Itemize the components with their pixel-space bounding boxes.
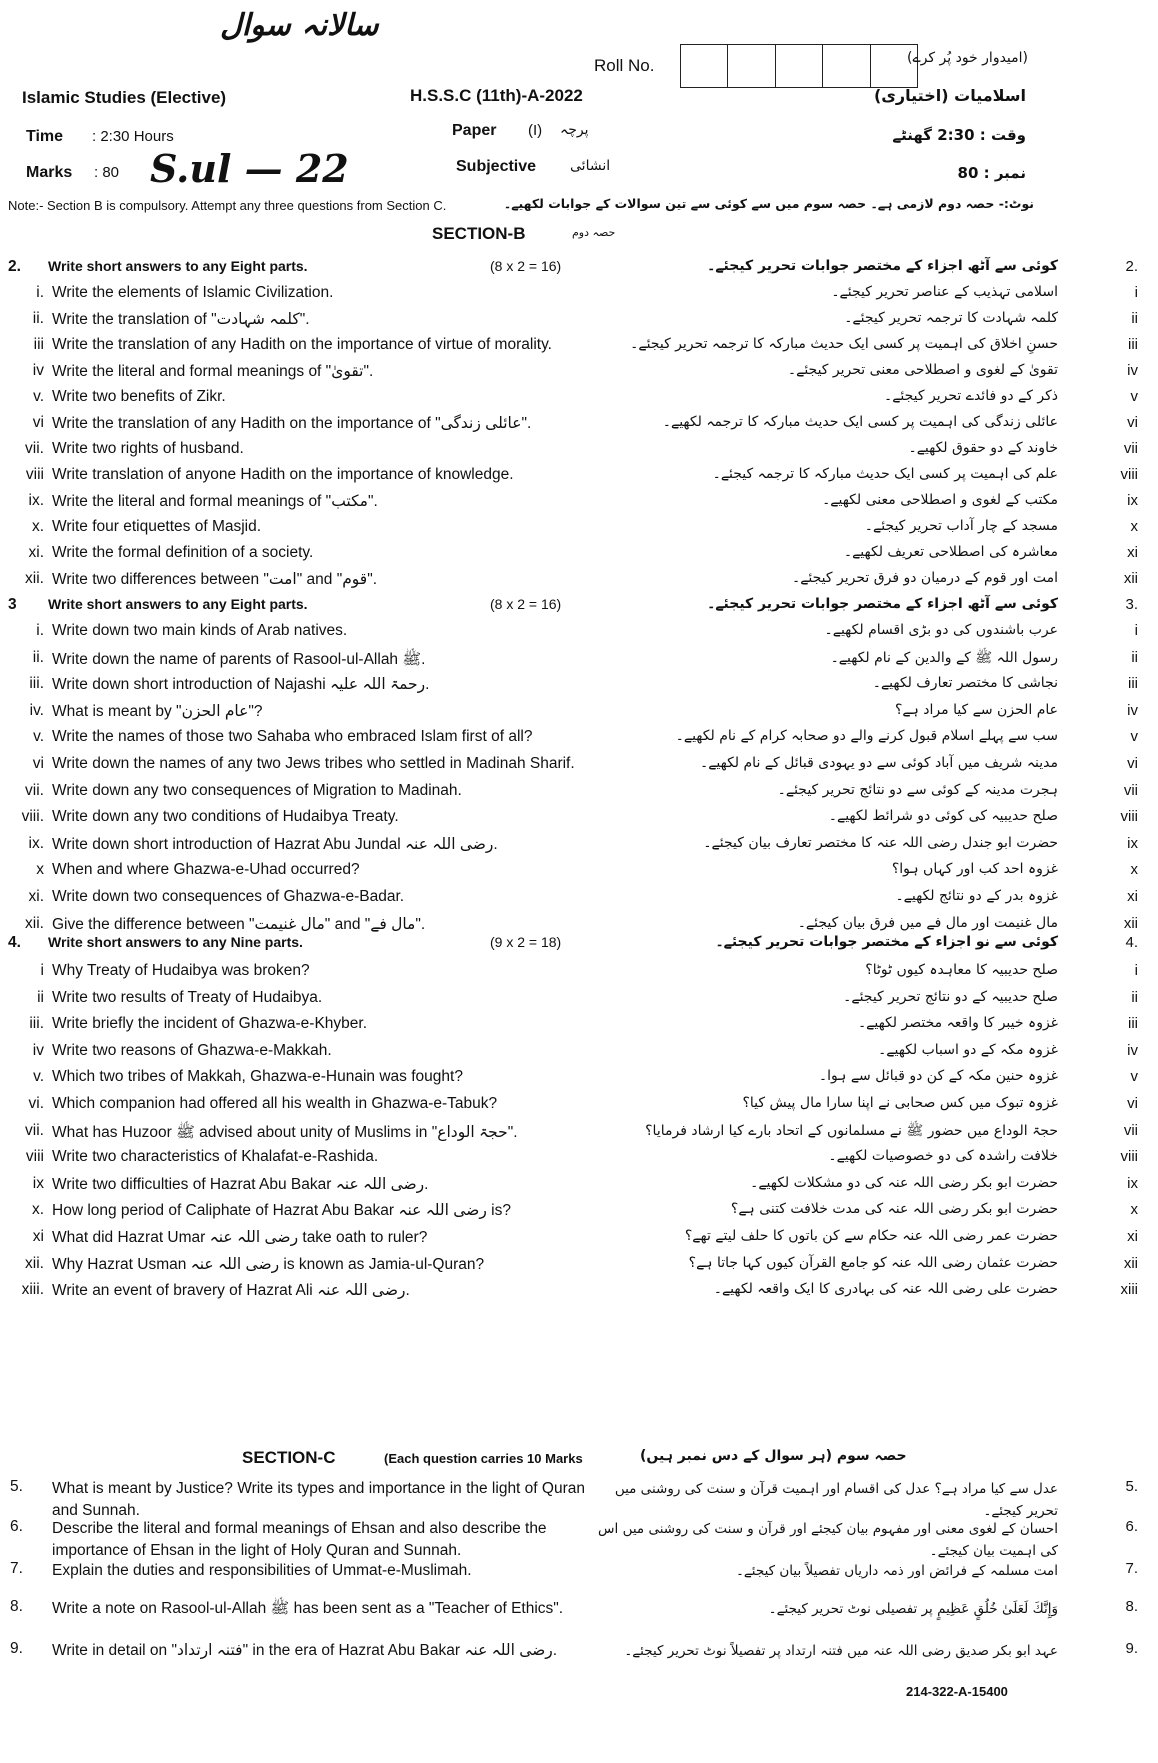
- subjective-urdu: انشائی: [570, 158, 611, 174]
- part-number: i: [40, 962, 44, 979]
- part-number: vi: [32, 414, 44, 431]
- question-marks: (9 x 2 = 18): [490, 934, 562, 950]
- q2-part: [0, 518, 1158, 546]
- part-text-urdu: مال غنیمت اور مال فے میں فرق بیان کیجئے۔: [797, 914, 1058, 931]
- part-text: Write translation of anyone Hadith on the importance of knowledge.: [52, 466, 514, 483]
- q3-header: [0, 596, 1158, 624]
- part-text-urdu: ذکر کے دو فائدے تحریر کیجئے۔: [884, 388, 1058, 404]
- part-text-urdu: امت مسلمہ کے فرائض اور ذمہ داریاں تفصیلاً بیان کیجئے۔: [735, 1563, 1058, 1579]
- part-text: Write the names of those two Sahaba who embraced Islam first of all?: [52, 728, 533, 746]
- q3-part: [0, 782, 1158, 810]
- part-text-urdu: ہجرت مدینہ کے کوئی سے دو نتائج تحریر کیجئے۔: [777, 781, 1058, 798]
- part-number: 6.: [10, 1518, 23, 1535]
- part-number: xii.: [25, 570, 44, 587]
- roll-label: Roll No.: [594, 56, 655, 75]
- q3-part: [0, 888, 1158, 916]
- part-number: v.: [33, 388, 44, 405]
- q4-part: [0, 1015, 1158, 1043]
- part-number-urdu: x: [1130, 861, 1138, 879]
- part-number: ix.: [28, 834, 44, 852]
- question-number: 2.: [8, 258, 21, 275]
- part-text-urdu: عائلی زندگی کی اہمیت پر کسی ایک حدیث مبارکہ کا ترجمہ لکھیے۔: [662, 414, 1058, 430]
- question-marks: (8 x 2 = 16): [490, 596, 562, 612]
- q4-part: [0, 1122, 1158, 1150]
- part-number: ii.: [32, 310, 44, 327]
- part-text-urdu: عام الحزن سے کیا مراد ہے؟: [894, 701, 1058, 718]
- part-text-urdu: عرب باشندوں کی دو بڑی اقسام لکھیے۔: [824, 622, 1058, 638]
- part-text-urdu: غزوہ مکہ کے دو اسباب لکھیے۔: [878, 1041, 1058, 1058]
- part-text: Write down two main kinds of Arab natives.: [52, 622, 348, 639]
- part-number: xiii.: [21, 1281, 44, 1299]
- part-text-urdu: کلمہ شہادت کا ترجمہ تحریر کیجئے۔: [844, 310, 1058, 326]
- part-number: x: [36, 861, 44, 879]
- part-number-urdu: 5.: [1125, 1478, 1138, 1495]
- part-number: vii.: [25, 440, 44, 457]
- part-text: Write two characteristics of Khalafat-e-Rashida.: [52, 1148, 379, 1166]
- q3-part: [0, 649, 1158, 677]
- q3-part: [0, 622, 1158, 650]
- part-number-urdu: xi: [1127, 1228, 1138, 1245]
- q4-part: [0, 1148, 1158, 1176]
- q2-part: [0, 570, 1158, 598]
- section-c-question: [0, 1598, 1158, 1642]
- part-text-urdu: مدینہ شریف میں آباد کوئی سے دو یہودی قبائل کے نام لکھیے۔: [699, 755, 1058, 771]
- q2-part: [0, 492, 1158, 520]
- q4-header: [0, 934, 1158, 962]
- part-number-urdu: ix: [1127, 834, 1138, 852]
- section-c-question: [0, 1640, 1158, 1684]
- part-text: Write down any two conditions of Hudaibya Treaty.: [52, 808, 399, 826]
- q4-part: [0, 1042, 1158, 1070]
- handwritten-marks: S.ul — 22: [150, 146, 349, 191]
- q2-part: [0, 284, 1158, 312]
- part-text-urdu: اسلامی تہذیب کے عناصر تحریر کیجئے۔: [831, 284, 1058, 300]
- part-text-urdu: خاوند کے دو حقوق لکھیے۔: [908, 440, 1058, 456]
- part-number: 8.: [10, 1598, 23, 1615]
- q2-part: [0, 310, 1158, 338]
- note-english: Note:- Section B is compulsory. Attempt any three questions from Section C.: [8, 198, 447, 213]
- part-text-urdu: غزوہ بدر کے دو نتائج لکھیے۔: [895, 888, 1058, 904]
- part-text-urdu: رسول اللہ ﷺ کے والدین کے نام لکھیے۔: [830, 649, 1058, 666]
- section-b-title: SECTION-B: [432, 224, 526, 243]
- q2-part: [0, 414, 1158, 442]
- question-instruction: Write short answers to any Eight parts.: [48, 258, 308, 274]
- handwritten-title: سالانہ سوال: [220, 8, 379, 43]
- q4-part: [0, 1255, 1158, 1283]
- section-c-question: [0, 1478, 1158, 1522]
- roll-number-boxes[interactable]: [680, 44, 918, 88]
- time-label: Time: [26, 128, 64, 145]
- part-text-urdu: علم کی اہمیت پر کسی ایک حدیث مبارکہ کا ترجمہ کیجئے۔: [712, 466, 1058, 482]
- part-number-urdu: viii: [1120, 1148, 1138, 1166]
- part-number: iii.: [29, 1015, 44, 1033]
- part-text: Write the elements of Islamic Civilization.: [52, 284, 334, 301]
- part-text-urdu: وَإِنَّكَ لَعَلَىٰ خُلُقٍ عَظِيمٍ پر تفصیلی نوٹ تحریر کیجئے۔: [768, 1601, 1058, 1617]
- section-c-note: (Each question carries 10 Marks: [384, 1451, 583, 1466]
- part-number: viii: [25, 466, 44, 483]
- part-number: xii.: [25, 914, 44, 932]
- question-instruction: Write short answers to any Nine parts.: [48, 934, 303, 950]
- part-number: i.: [36, 622, 44, 639]
- part-text: Why Treaty of Hudaibya was broken?: [52, 962, 310, 979]
- time-urdu: وقت : 2:30 گھنٹے: [892, 126, 1026, 144]
- q4-part: [0, 962, 1158, 990]
- paper-urdu: پرچہ: [560, 122, 589, 138]
- part-number-urdu: v: [1130, 388, 1138, 405]
- question-number: 4.: [8, 934, 21, 951]
- part-text: Write the literal and formal meanings of "مکتب".: [52, 493, 378, 510]
- part-text-urdu: حضرت ابو بکر رضی اللہ عنہ کی دو مشکلات لکھیے۔: [750, 1174, 1058, 1191]
- part-number-urdu: i: [1134, 962, 1138, 979]
- q3-part: [0, 808, 1158, 836]
- q2-header: [0, 258, 1158, 286]
- part-number: x.: [31, 1201, 44, 1219]
- part-number: ii.: [32, 648, 44, 666]
- section-b-urdu: حصہ دوم: [572, 226, 616, 239]
- exam-code: H.S.S.C (11th)-A-2022: [410, 86, 583, 105]
- part-text: When and where Ghazwa-e-Uhad occurred?: [52, 861, 360, 879]
- part-text: Write down the name of parents of Rasool-ul-Allah ﷺ.: [52, 650, 426, 668]
- q4-part: [0, 1068, 1158, 1096]
- part-text: How long period of Caliphate of Hazrat Abu Bakar رضی اللہ عنہ is?: [52, 1202, 511, 1220]
- part-number: iii: [33, 336, 44, 353]
- part-text: Write a note on Rasool-ul-Allah ﷺ has been sent as a "Teacher of Ethics".: [52, 1600, 564, 1617]
- part-text-urdu: معاشرہ کی اصطلاحی تعریف لکھیے۔: [843, 544, 1058, 560]
- part-text: Write four etiquettes of Masjid.: [52, 518, 262, 535]
- part-number-urdu: xi: [1127, 888, 1138, 905]
- part-number: iv.: [29, 701, 44, 719]
- part-number: v.: [33, 728, 44, 746]
- q2-part: [0, 362, 1158, 390]
- part-text: What is meant by Justice? Write its types and importance in the light of Quran and Sunnah.: [52, 1480, 585, 1519]
- part-number-urdu: viii: [1120, 466, 1138, 483]
- part-text-urdu: حضرت ابو بکر رضی اللہ عنہ کی مدت خلافت کتنی ہے؟: [730, 1201, 1058, 1218]
- marks-urdu: نمبر : 80: [957, 164, 1026, 182]
- part-text-urdu: صلح حدیبیہ کا معاہدہ کیوں ٹوٹا؟: [865, 962, 1058, 978]
- q3-part: [0, 835, 1158, 863]
- question-number-urdu: 3.: [1125, 596, 1138, 613]
- part-number-urdu: vi: [1127, 414, 1138, 431]
- part-text-urdu: حسنِ اخلاق کی اہمیت پر کسی ایک حدیث مبارکہ کا ترجمہ تحریر کیجئے۔: [630, 336, 1058, 352]
- part-text-urdu: تقویٰ کے لغوی و اصطلاحی معنی تحریر کیجئے۔: [787, 362, 1058, 378]
- q2-part: [0, 336, 1158, 364]
- part-text: Why Hazrat Usman رضی اللہ عنہ is known as Jamia-ul-Quran?: [52, 1255, 485, 1273]
- part-text-urdu: غزوہ احد کب اور کہاں ہوا؟: [891, 861, 1058, 878]
- note-urdu: نوٹ:- حصہ دوم لازمی ہے۔ حصہ سوم میں سے کوئی سے تین سوالات کے جوابات لکھیے۔: [503, 196, 1034, 211]
- question-instruction-urdu: کوئی سے آٹھ اجزاء کے مختصر جوابات تحریر کیجئے۔: [707, 596, 1058, 612]
- part-text: Write two rights of husband.: [52, 440, 244, 457]
- section-c-urdu: حصہ سوم (ہر سوال کے دس نمبر ہیں): [640, 1448, 907, 1464]
- part-text-urdu: حضرت علی رضی اللہ عنہ کی بہادری کا ایک واقعہ لکھیے۔: [713, 1281, 1058, 1298]
- part-number-urdu: viii: [1120, 808, 1138, 826]
- part-number-urdu: i: [1134, 622, 1138, 639]
- part-text: What did Hazrat Umar رضی اللہ عنہ take oath to ruler?: [52, 1229, 428, 1246]
- part-number: iv: [32, 362, 44, 379]
- question-marks: (8 x 2 = 16): [490, 258, 562, 274]
- part-text: Give the difference between "مال غنیمت" and "مال فے".: [52, 915, 426, 933]
- q3-part: [0, 755, 1158, 783]
- part-text: Write down two consequences of Ghazwa-e-Badar.: [52, 888, 405, 905]
- part-text-urdu: عدل سے کیا مراد ہے؟ عدل کی اقسام اور اہمیت قرآن و سنت کی روشنی میں تحریر کیجئے۔: [614, 1481, 1058, 1519]
- q3-part: [0, 675, 1158, 703]
- part-text-urdu: احسان کے لغوی معنی اور مفہوم بیان کیجئے اور قرآن و سنت کی روشنی میں اس کی اہمیت بیان کیجئے۔: [598, 1521, 1058, 1559]
- part-text: Describe the literal and formal meanings of Ehsan and also describe the importance of Ehsan in the light of Holy Quran and Sunnah.: [52, 1520, 547, 1559]
- part-number-urdu: xi: [1127, 544, 1138, 561]
- q2-part: [0, 466, 1158, 494]
- part-number-urdu: vii: [1123, 1121, 1138, 1139]
- part-number-urdu: vi: [1127, 755, 1138, 772]
- part-number-urdu: vi: [1127, 1095, 1138, 1112]
- part-number-urdu: v: [1130, 728, 1138, 746]
- q3-part: [0, 728, 1158, 756]
- part-number-urdu: 9.: [1125, 1640, 1138, 1657]
- part-number-urdu: ii: [1131, 988, 1138, 1006]
- q2-part: [0, 440, 1158, 468]
- part-number-urdu: iv: [1127, 362, 1138, 379]
- part-number: vi.: [28, 1095, 44, 1112]
- part-number-urdu: iv: [1127, 701, 1138, 719]
- subject-title-urdu: اسلامیات (اختیاری): [873, 86, 1026, 105]
- part-number-urdu: v: [1130, 1068, 1138, 1086]
- part-number: ix: [32, 1174, 44, 1192]
- q4-part: [0, 989, 1158, 1017]
- part-text: Write down any two consequences of Migration to Madinah.: [52, 781, 462, 799]
- part-number-urdu: ii: [1131, 648, 1138, 666]
- part-text: Which two tribes of Makkah, Ghazwa-e-Hunain was fought?: [52, 1068, 463, 1086]
- part-text: What is meant by "عام الحزن"?: [52, 702, 263, 720]
- q4-part: [0, 1201, 1158, 1229]
- part-number-urdu: x: [1130, 518, 1138, 535]
- part-text: Write in detail on "فتنہ ارتداد" in the era of Hazrat Abu Bakar رضی اللہ عنہ.: [52, 1642, 558, 1659]
- part-number-urdu: xii: [1123, 570, 1138, 587]
- part-text: Write the formal definition of a society.: [52, 544, 314, 561]
- part-number-urdu: iv: [1127, 1041, 1138, 1059]
- part-number: ii: [37, 988, 44, 1006]
- footer-code: 214-322-A-15400: [906, 1684, 1008, 1699]
- part-number: xi: [32, 1228, 44, 1245]
- part-number: 7.: [10, 1560, 23, 1577]
- part-number: vi: [32, 755, 44, 772]
- part-text-urdu: سب سے پہلے اسلام قبول کرنے والے دو صحابہ کرام کے نام لکھیے۔: [675, 728, 1058, 745]
- part-number-urdu: ii: [1131, 310, 1138, 327]
- part-text: Write down short introduction of Najashi رحمۃ اللہ علیہ.: [52, 676, 430, 694]
- part-text: Write briefly the incident of Ghazwa-e-Khyber.: [52, 1015, 368, 1033]
- part-text: Write the literal and formal meanings of "تقویٰ".: [52, 363, 374, 380]
- paper-value: (I): [528, 122, 543, 139]
- q4-part: [0, 1281, 1158, 1309]
- part-number: 9.: [10, 1640, 23, 1657]
- part-number: viii: [25, 1148, 44, 1166]
- part-number: i.: [36, 284, 44, 301]
- part-number-urdu: xiii: [1120, 1281, 1138, 1299]
- part-number-urdu: 8.: [1125, 1598, 1138, 1615]
- part-number-urdu: x: [1130, 1201, 1138, 1219]
- question-number-urdu: 2.: [1125, 258, 1138, 275]
- part-text-urdu: غزوہ حنین مکہ کے کن دو قبائل سے ہوا۔: [818, 1068, 1058, 1085]
- part-number-urdu: ix: [1127, 492, 1138, 509]
- roll-note-urdu: (امیدوار خود پُر کرے): [907, 50, 1028, 66]
- part-number: 5.: [10, 1478, 23, 1495]
- part-text: Write the translation of any Hadith on the importance of virtue of morality.: [52, 336, 552, 353]
- part-number: xi.: [28, 888, 44, 905]
- part-text: Write two results of Treaty of Hudaibya.: [52, 988, 323, 1006]
- q2-part: [0, 388, 1158, 416]
- q4-part: [0, 1175, 1158, 1203]
- marks-value: : 80: [94, 164, 120, 181]
- part-number-urdu: 7.: [1125, 1560, 1138, 1577]
- part-text: Explain the duties and responsibilities of Ummat-e-Muslimah.: [52, 1562, 472, 1579]
- part-text-urdu: صلح حدیبیہ کی کوئی دو شرائط لکھیے۔: [828, 808, 1058, 825]
- part-text-urdu: امت اور قوم کے درمیان دو فرق تحریر کیجئے۔: [792, 570, 1058, 586]
- part-number-urdu: i: [1134, 284, 1138, 301]
- part-number: iii.: [29, 675, 44, 693]
- part-text-urdu: نجاشی کا مختصر تعارف لکھیے۔: [872, 675, 1058, 692]
- section-c-question: [0, 1518, 1158, 1562]
- question-instruction-urdu: کوئی سے نو اجزاء کے مختصر جوابات تحریر کیجئے۔: [715, 934, 1058, 950]
- part-text-urdu: حضرت ابو جندل رضی اللہ عنہ کا مختصر تعارف بیان کیجئے۔: [703, 834, 1058, 851]
- part-text: Write the translation of "کلمہ شہادت".: [52, 311, 310, 328]
- part-text-urdu: صلح حدیبیہ کے دو نتائج تحریر کیجئے۔: [843, 988, 1058, 1005]
- part-text-urdu: عہد ابو بکر صدیق رضی اللہ عنہ میں فتنہ ارتداد پر تفصیلاً نوٹ تحریر کیجئے۔: [624, 1643, 1058, 1659]
- part-text: Write two differences between "امت" and "قوم".: [52, 571, 378, 588]
- part-text-urdu: حضرت عمر رضی اللہ عنہ حکام سے کن باتوں کا حلف لیتے تھے؟: [684, 1228, 1058, 1244]
- part-number: xi.: [28, 544, 44, 561]
- question-instruction: Write short answers to any Eight parts.: [48, 596, 308, 612]
- part-number: v.: [33, 1068, 44, 1086]
- question-number: 3: [8, 596, 17, 613]
- q2-part: [0, 544, 1158, 572]
- q4-part: [0, 1228, 1158, 1256]
- part-text: Write down the names of any two Jews tribes who settled in Madinah Sharif.: [52, 755, 575, 772]
- subject-title: Islamic Studies (Elective): [22, 88, 227, 107]
- part-text: Which companion had offered all his wealth in Ghazwa-e-Tabuk?: [52, 1095, 498, 1112]
- part-text-urdu: غزوہ خیبر کا واقعہ مختصر لکھیے۔: [857, 1015, 1058, 1032]
- q3-part: [0, 702, 1158, 730]
- part-text: Write two reasons of Ghazwa-e-Makkah.: [52, 1041, 332, 1059]
- part-number: vii.: [25, 781, 44, 799]
- part-number-urdu: vii: [1123, 440, 1138, 457]
- part-text-urdu: مسجد کے چار آداب تحریر کیجئے۔: [864, 518, 1058, 534]
- question-instruction-urdu: کوئی سے آٹھ اجزاء کے مختصر جوابات تحریر کیجئے۔: [707, 258, 1058, 274]
- part-number: x.: [31, 518, 44, 535]
- part-text-urdu: مکتب کے لغوی و اصطلاحی معنی لکھیے۔: [822, 492, 1058, 508]
- subjective-label: Subjective: [456, 158, 537, 175]
- part-number-urdu: ix: [1127, 1174, 1138, 1192]
- part-number-urdu: vii: [1123, 781, 1138, 799]
- part-text-urdu: حجۃ الوداع میں حضور ﷺ نے مسلمانوں کے اتحاد بارے کیا ارشاد فرمایا؟: [645, 1122, 1058, 1139]
- part-text-urdu: خلافت راشدہ کی دو خصوصیات لکھیے۔: [828, 1148, 1058, 1165]
- part-number-urdu: iii: [1128, 336, 1138, 353]
- q3-part: [0, 861, 1158, 889]
- part-number: iv: [32, 1041, 44, 1059]
- part-text-urdu: غزوہ تبوک میں کس صحابی نے اپنا سارا مال پیش کیا؟: [742, 1095, 1058, 1111]
- part-text: Write the translation of any Hadith on the importance of "عائلی زندگی".: [52, 415, 532, 432]
- part-number: ix.: [28, 492, 44, 509]
- paper-label: Paper: [452, 122, 497, 139]
- marks-label: Marks: [26, 164, 73, 181]
- part-text: Write down short introduction of Hazrat Abu Jundal رضی اللہ عنہ.: [52, 835, 498, 853]
- part-number-urdu: iii: [1128, 1015, 1138, 1033]
- part-text: Write an event of bravery of Hazrat Ali رضی اللہ عنہ.: [52, 1282, 410, 1300]
- part-number-urdu: xii: [1123, 914, 1138, 932]
- time-value: : 2:30 Hours: [92, 128, 174, 145]
- part-text-urdu: حضرت عثمان رضی اللہ عنہ کو جامع القرآن کیوں کہا جاتا ہے؟: [688, 1254, 1058, 1271]
- part-text: Write two difficulties of Hazrat Abu Bakar رضی اللہ عنہ.: [52, 1175, 429, 1193]
- part-number-urdu: xii: [1123, 1254, 1138, 1272]
- part-number-urdu: 6.: [1125, 1518, 1138, 1535]
- part-number: viii.: [21, 808, 44, 826]
- question-number-urdu: 4.: [1125, 934, 1138, 951]
- part-text: What has Huzoor ﷺ advised about unity of Muslims in "حجۃ الوداع".: [52, 1123, 518, 1141]
- q4-part: [0, 1095, 1158, 1123]
- section-c-title: SECTION-C: [242, 1448, 336, 1467]
- part-number: xii.: [25, 1254, 44, 1272]
- part-number-urdu: iii: [1128, 675, 1138, 693]
- part-text: Write two benefits of Zikr.: [52, 388, 226, 405]
- part-number: vii.: [25, 1121, 44, 1139]
